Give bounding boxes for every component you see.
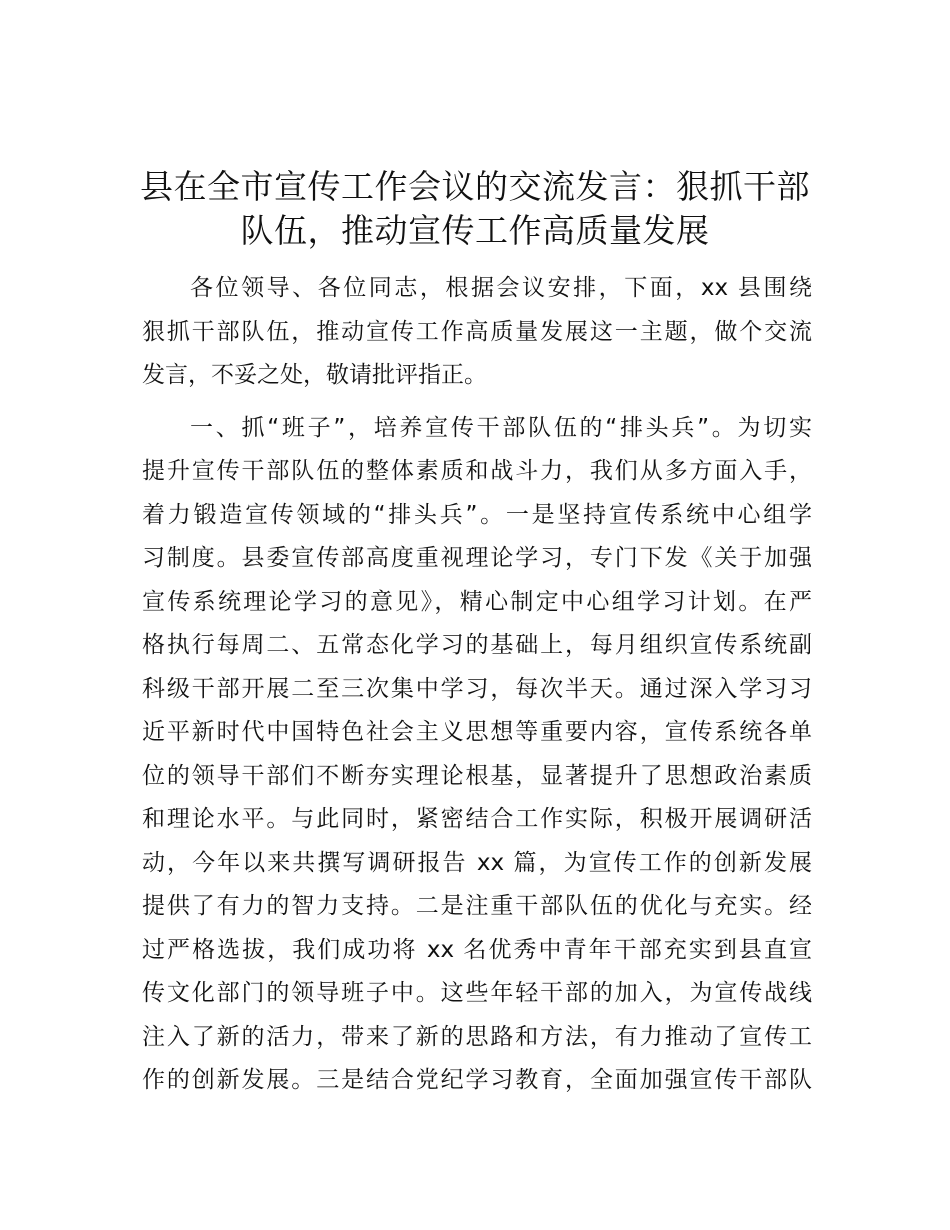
paragraph-line: 宣传系统理论学习的意见》，精心制定中心组学习计划。在严 bbox=[142, 588, 812, 615]
paragraph-line: 发言，不妥之处，敬请批评指正。 bbox=[142, 362, 487, 388]
paragraph-line: 狠抓干部队伍，推动宣传工作高质量发展这一主题，做个交流 bbox=[142, 318, 812, 345]
paragraph-line: 着力锻造宣传领域的“排头兵”。一是坚持宣传系统中心组学 bbox=[142, 501, 812, 528]
paragraph-line: 位的领导干部们不断夯实理论根基，显著提升了思想政治素质 bbox=[142, 762, 812, 789]
paragraph-line: 一、抓“班子”，培养宣传干部队伍的“排头兵”。为切实 bbox=[190, 414, 812, 441]
paragraph-line: 提升宣传干部队伍的整体素质和战斗力，我们从多方面入手， bbox=[142, 458, 812, 484]
paragraph-spacer bbox=[142, 398, 812, 407]
paragraph-section-one bbox=[142, 407, 812, 1103]
paragraph-line: 和理论水平。与此同时，紧密结合工作实际，积极开展调研活 bbox=[142, 806, 812, 832]
paragraph-line: 过严格选拔，我们成功将 xx 名优秀中青年干部充实到县直宣 bbox=[142, 936, 812, 963]
document-body bbox=[142, 267, 812, 1103]
paragraph-line: 注入了新的活力，带来了新的思路和方法，有力推动了宣传工 bbox=[142, 1023, 812, 1050]
paragraph-line: 习制度。县委宣传部高度重视理论学习，专门下发《关于加强 bbox=[142, 545, 812, 571]
paragraph-line: 科级干部开展二至三次集中学习，每次半天。通过深入学习习 bbox=[142, 675, 812, 702]
paragraph-opening bbox=[142, 267, 812, 398]
paragraph-line: 提供了有力的智力支持。二是注重干部队伍的优化与充实。经 bbox=[142, 893, 812, 919]
title-line-2: 队伍，推动宣传工作高质量发展 bbox=[240, 211, 710, 250]
title-line-1: 县在全市宣传工作会议的交流发言：狠抓干部 bbox=[140, 167, 810, 206]
document-title bbox=[130, 165, 820, 253]
paragraph-line: 各位领导、各位同志，根据会议安排，下面，xx 县围绕 bbox=[190, 275, 812, 301]
paragraph-line: 作的创新发展。三是结合党纪学习教育，全面加强宣传干部队 bbox=[142, 1067, 812, 1093]
paragraph-line: 格执行每周二、五常态化学习的基础上，每月组织宣传系统副 bbox=[142, 632, 812, 658]
paragraph-line: 传文化部门的领导班子中。这些年轻干部的加入，为宣传战线 bbox=[142, 980, 812, 1006]
paragraph-line: 近平新时代中国特色社会主义思想等重要内容，宣传系统各单 bbox=[142, 719, 812, 745]
paragraph-line: 动，今年以来共撰写调研报告 xx 篇，为宣传工作的创新发展 bbox=[142, 849, 812, 876]
